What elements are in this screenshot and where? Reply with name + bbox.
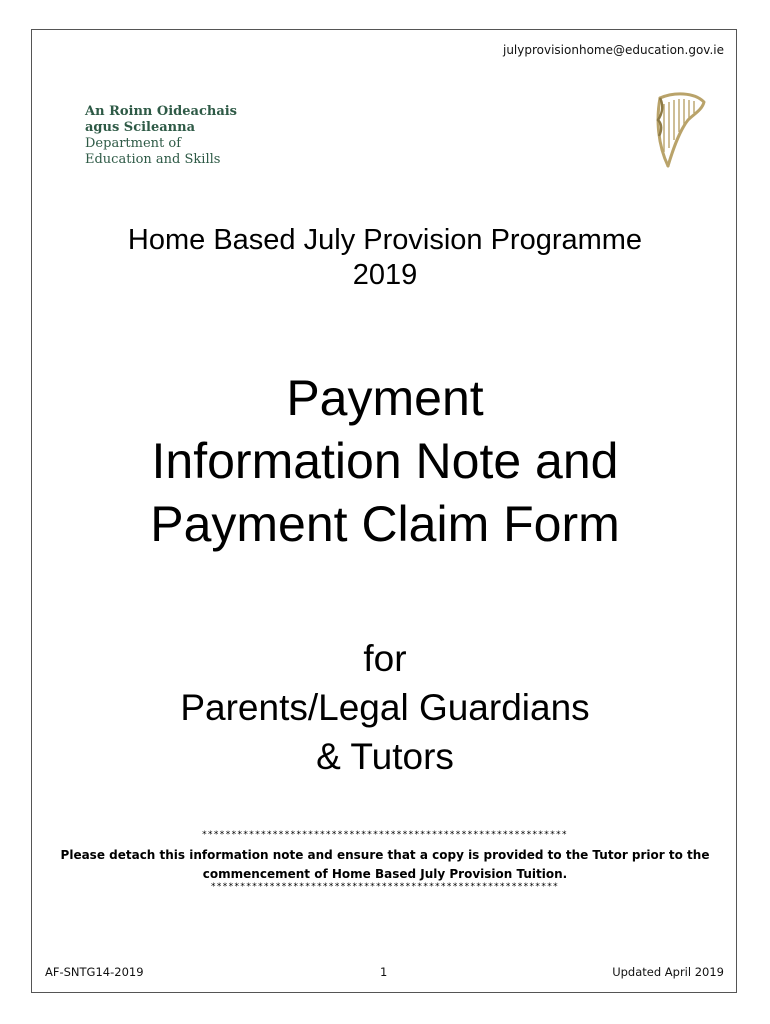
programme-title-line: Home Based July Provision Programme bbox=[127, 224, 643, 256]
separator-stars-top: ************************************************************** bbox=[202, 830, 568, 840]
department-logo-text bbox=[85, 104, 237, 168]
harp-icon bbox=[650, 90, 708, 170]
department-name-irish-1: An Roinn Oideachais bbox=[85, 104, 238, 119]
document-title-line-3: Payment Claim Form bbox=[150, 496, 620, 552]
programme-year: 2019 bbox=[352, 259, 418, 291]
document-title bbox=[0, 367, 770, 556]
separator-stars-bottom: *********************************************************** bbox=[210, 882, 560, 892]
audience-line-1: for bbox=[363, 638, 407, 679]
department-name-english-1: Department of bbox=[85, 136, 182, 151]
form-code: AF-SNTG14-2019 bbox=[45, 965, 144, 979]
audience-block bbox=[0, 634, 770, 781]
department-name-irish-2: agus Scileanna bbox=[85, 120, 196, 135]
updated-date: Updated April 2019 bbox=[612, 965, 724, 979]
document-title-line-2: Information Note and bbox=[151, 433, 619, 489]
department-name-english-2: Education and Skills bbox=[85, 152, 221, 167]
detach-notice: Please detach this information note and ensure that a copy is provided to the Tutor prior to the commencement of Home Based July Provision Tuition. bbox=[60, 848, 710, 881]
page-number: 1 bbox=[380, 965, 388, 979]
contact-email: julyprovisionhome@education.gov.ie bbox=[502, 43, 724, 57]
programme-title bbox=[0, 223, 770, 293]
audience-line-3: & Tutors bbox=[316, 736, 454, 777]
audience-line-2: Parents/Legal Guardians bbox=[180, 687, 590, 728]
document-title-line-1: Payment bbox=[286, 370, 484, 426]
